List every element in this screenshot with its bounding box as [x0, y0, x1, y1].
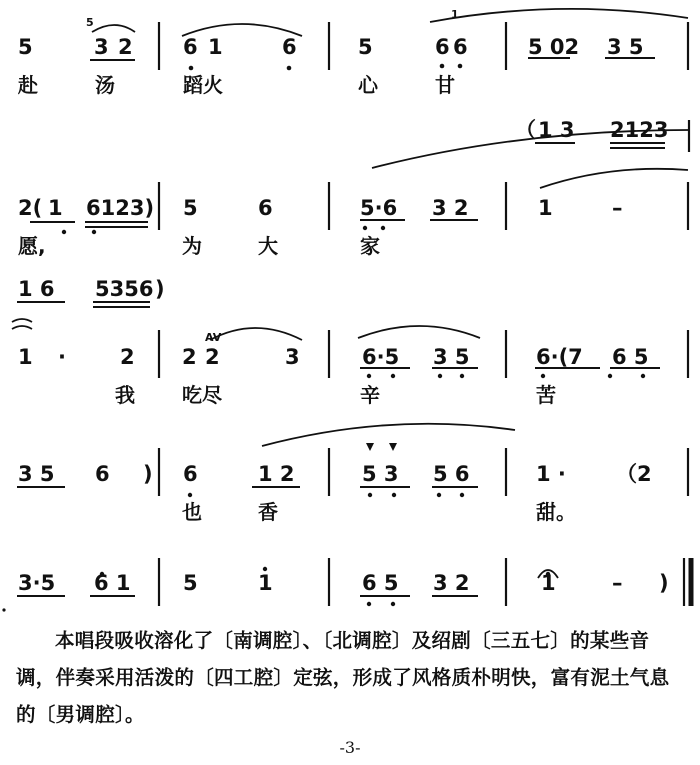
note: 6	[95, 462, 110, 486]
lyric: 甜。	[536, 500, 576, 524]
note: 3 2	[433, 571, 470, 595]
system-1-lyrics	[17, 73, 455, 97]
page-number: -3-	[339, 738, 361, 757]
note: 6 5	[362, 571, 399, 595]
system-4-lyrics	[182, 500, 576, 524]
note: 5	[358, 35, 373, 59]
lyric: 赴	[18, 73, 38, 97]
note: 5356	[95, 277, 154, 301]
note: )	[659, 571, 669, 595]
grace-note: 5	[86, 16, 94, 29]
note: 3·5	[18, 571, 56, 595]
system-5-notes	[18, 571, 669, 595]
lyric: 甘	[435, 73, 455, 97]
note: 2	[205, 345, 220, 369]
lyric: 吃尽	[182, 383, 222, 407]
system-1-notes	[18, 35, 644, 59]
lyric: 家	[360, 234, 380, 258]
note: 3 5	[18, 462, 55, 486]
note: –	[612, 196, 623, 220]
system-4-notes	[18, 462, 652, 486]
note: 6	[183, 462, 198, 486]
note: 3 5	[607, 35, 644, 59]
note: 6	[435, 35, 450, 59]
note: （	[515, 118, 536, 142]
system-2-lyrics	[18, 234, 380, 258]
note: 1 ·	[536, 462, 566, 486]
system-3-notes	[18, 345, 649, 369]
barlines	[159, 22, 691, 606]
lyric: 为	[182, 234, 202, 258]
lyric: 蹈火	[183, 73, 223, 97]
note: 5	[183, 196, 198, 220]
system-3-lyrics	[115, 383, 556, 407]
note: 5	[183, 571, 198, 595]
lyric: 我	[115, 383, 135, 407]
lyric: 汤	[95, 73, 115, 97]
ornament-mark: AV	[205, 331, 222, 344]
lyric: 心	[358, 73, 378, 97]
note: )	[155, 277, 165, 301]
note: )	[143, 462, 153, 486]
note: 2123	[610, 118, 669, 142]
note: 1 2	[258, 462, 295, 486]
note: 6	[183, 35, 198, 59]
note: 3	[94, 35, 109, 59]
note: （2	[616, 462, 652, 486]
note: 6	[453, 35, 468, 59]
lyric: 大	[258, 234, 278, 258]
note: 3 2	[432, 196, 469, 220]
note: 2(	[18, 196, 43, 220]
note: 6·5	[362, 345, 400, 369]
note: 5 02	[528, 35, 580, 59]
grace-note: 1	[451, 8, 459, 21]
system-3-prefix	[18, 277, 165, 301]
note: 6 1	[94, 571, 131, 595]
system-2-prefix	[515, 118, 668, 142]
note: 1	[18, 345, 33, 369]
note: –	[612, 571, 623, 595]
note: 5·6	[360, 196, 398, 220]
lyric: 愿,	[18, 234, 46, 258]
note: 5 6	[433, 462, 470, 486]
lyric: 香	[258, 500, 278, 524]
note: 1	[538, 196, 553, 220]
note: 5 3	[362, 462, 399, 486]
note: 6	[282, 35, 297, 59]
lyric: 也	[182, 500, 202, 524]
system-2-notes	[18, 196, 623, 220]
lyric: 苦	[536, 383, 556, 407]
note: 6·(7	[536, 345, 583, 369]
commentary-paragraph: 本唱段吸收溶化了〔南调腔〕、〔北调腔〕及绍剧〔三五七〕的某些音调，伴奏采用活泼的〔四工腔〕定弦，形成了风格质朴明快，富有泥土气息的〔男调腔〕。	[16, 629, 670, 726]
note: 3 5	[433, 345, 470, 369]
note: 2	[118, 35, 133, 59]
lyric: 辛	[360, 383, 380, 407]
note: 1	[258, 571, 273, 595]
note: 1	[541, 571, 556, 595]
note: 3	[285, 345, 300, 369]
note: 2	[120, 345, 135, 369]
note: 6123)	[86, 196, 155, 220]
note: 2	[182, 345, 197, 369]
note: 5	[18, 35, 33, 59]
note: 1 3	[538, 118, 575, 142]
note: 6 5	[612, 345, 649, 369]
note: 1 6	[18, 277, 55, 301]
note: ·	[58, 345, 66, 369]
note: 1	[208, 35, 223, 59]
note: 1	[48, 196, 63, 220]
note: 6	[258, 196, 273, 220]
octave-dots	[2, 64, 645, 612]
